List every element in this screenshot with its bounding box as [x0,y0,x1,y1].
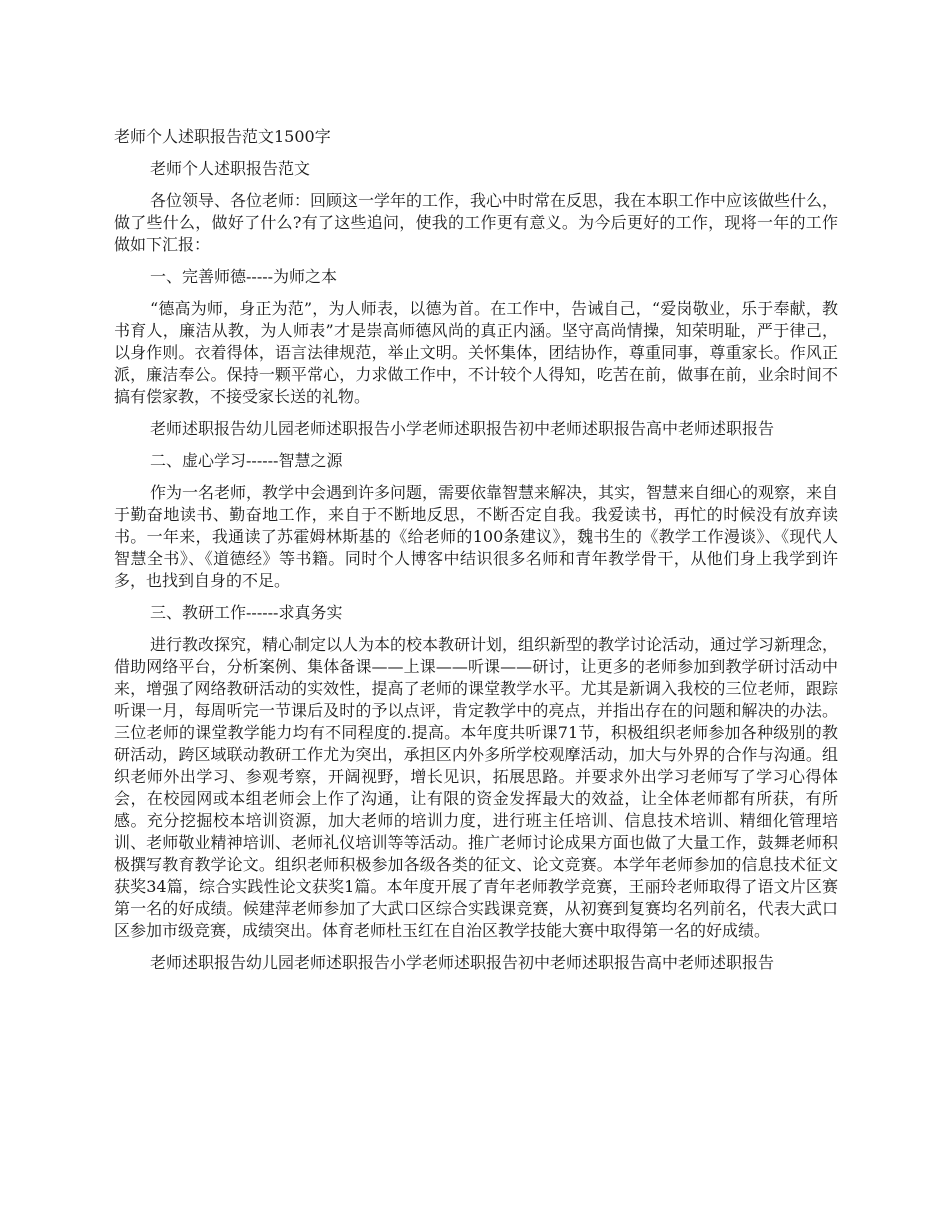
related-links-line: 老师述职报告幼儿园老师述职报告小学老师述职报告初中老师述职报告高中老师述职报告 [150,953,775,972]
section-heading-ethics: 一、完善师德-----为师之本 [150,267,338,286]
section-heading-learning: 二、虚心学习------智慧之源 [150,451,343,470]
related-links-line: 老师述职报告幼儿园老师述职报告小学老师述职报告初中老师述职报告高中老师述职报告 [150,419,775,438]
document-page [114,126,838,984]
ethics-paragraph: “德高为师，身正为范”，为人师表，以德为首。在工作中，告诫自己，“爱岗敬业，乐于奉献，教书育人，廉洁从教，为人师表”才是崇高师德风尚的真正内涵。坚守高尚情操，知荣明耻，严于律己，以身作则。衣着得体，语言法律规范，举止文明。关怀集体，团结协作，尊重同事，尊重家长。作风正派，廉洁奉公。保持一颗平常心，力求做工作中，不计较个人得知，吃苦在前，做事在前，业余时间不搞有偿家教，不接受家长送的礼物。 [114,299,838,406]
intro-paragraph: 各位领导、各位老师：回顾这一学年的工作，我心中时常在反思，我在本职工作中应该做些什么，做了些什么，做好了什么?有了这些追问，使我的工作更有意义。为今后更好的工作，现将一年的工作做如下汇报： [114,191,839,254]
document-title: 老师个人述职报告范文1500字 [114,127,331,146]
subtitle: 老师个人述职报告范文 [150,159,311,178]
section-heading-research: 三、教研工作------求真务实 [150,603,343,622]
learning-paragraph: 作为一名老师，教学中会遇到许多问题，需要依靠智慧来解决，其实，智慧来自细心的观察，来自于勤奋地读书、勤奋地工作，来自于不断地反思，不断否定自我。我爱读书，再忙的时候没有放弃读书。一年来，我通读了苏霍姆林斯基的《给老师的100条建议》，魏书生的《教学工作漫谈》、《现代人智慧全书》、《道德经》等书籍。同时个人博客中结识很多名师和青年教学骨干，从他们身上我学到许多，也找到自身的不足。 [114,483,839,590]
research-paragraph: 进行教改探究，精心制定以人为本的校本教研计划，组织新型的教学讨论活动，通过学习新理念，借助网络平台，分析案例、集体备课——上课——听课——研讨，让更多的老师参加到教学研讨活动中来，增强了网络教研活动的实效性，提高了老师的课堂教学水平。尤其是新调入我校的三位老师，跟踪听课一月，每周听完一节课后及时的予以点评，肯定教学中的亮点，并指出存在的问题和解决的办法。三位老师的课堂教学能力均有不同程度的.提高。本年度共听课71节，积极组织老师参加各种级别的教研活动，跨区域联动教研工作尤为突出，承担区内外多所学校观摩活动，加大与外界的合作与沟通。组织老师外出学习、参观考察，开阔视野，增长见识，拓展思路。并要求外出学习老师写了学习心得体会，在校园网或本组老师会上作了沟通，让有限的资金发挥最大的效益，让全体老师都有所获，有所感。充分挖掘校本培训资源，加大老师的培训力度，进行班主任培训、信息技术培训、精细化管理培训、老师敬业精神培训、老师礼仪培训等等活动。推广老师讨论成果方面也做了大量工作，鼓舞老师积极撰写教育教学论文。组织老师积极参加各级各类的征文、论文竞赛。本学年老师参加的信息技术征文获奖34篇，综合实践性论文获奖1篇。本年度开展了青年老师教学竞赛，王丽玲老师取得了语文片区赛第一名的好成绩。候建萍老师参加了大武口区综合实践课竞赛，从初赛到复赛均名列前名，代表大武口区参加市级竞赛，成绩突出。体育老师杜玉红在自治区教学技能大赛中取得第一名的好成绩。 [114,635,839,940]
